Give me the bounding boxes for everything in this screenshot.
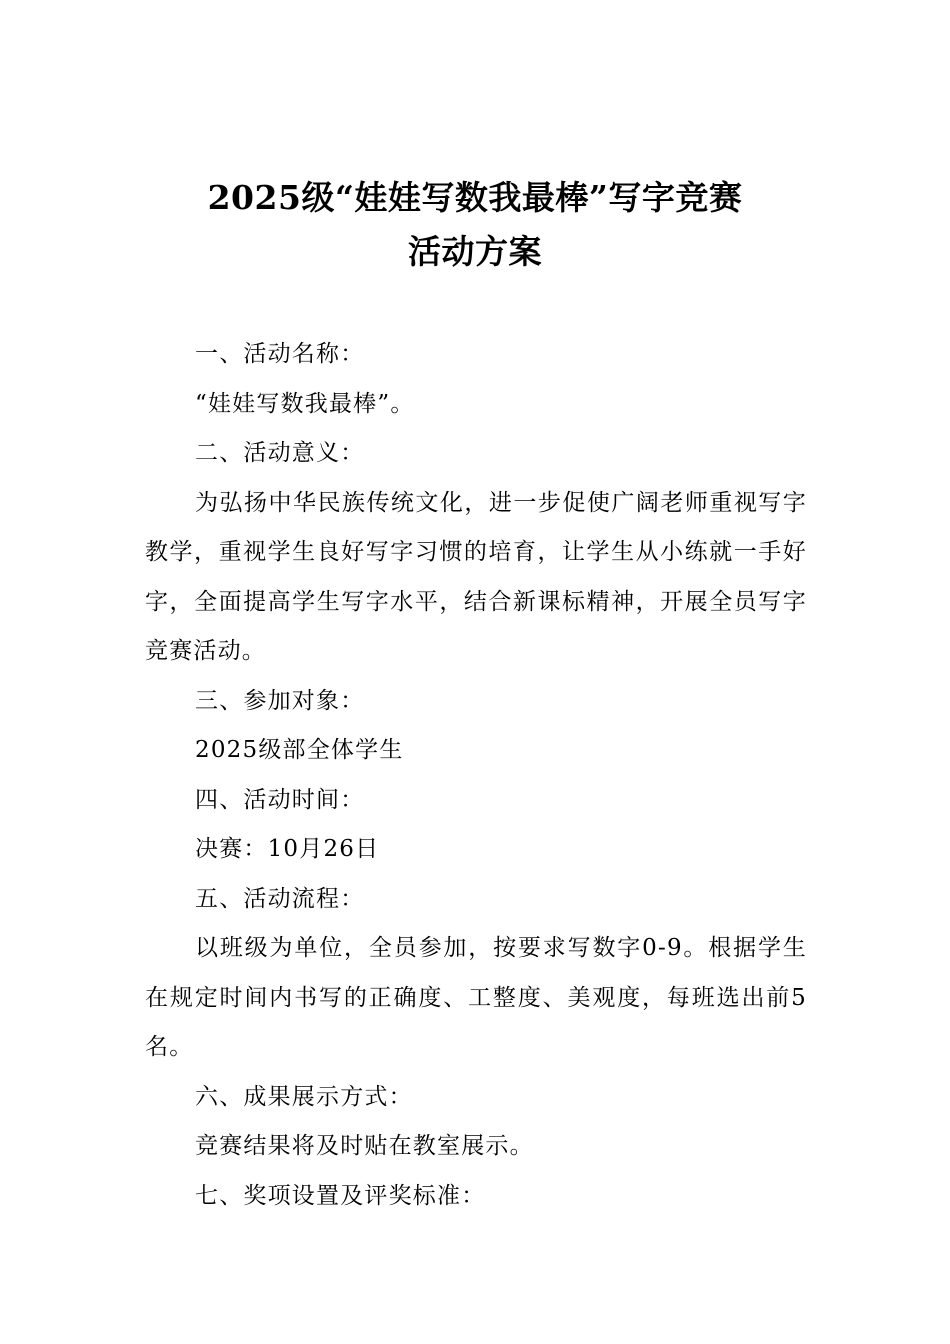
document-body (145, 330, 807, 1221)
activity-name-text: “娃娃写数我最棒”。 (195, 390, 415, 417)
time-text: 决赛：10月26日 (195, 836, 380, 862)
section-heading-participants: 三、参加对象： (195, 687, 365, 714)
section-heading-significance: 二、活动意义： (195, 440, 365, 466)
section-heading-display: 六、成果展示方式： (195, 1083, 413, 1110)
process-paragraph: 以班级为单位，全员参加，按要求写数字0-9。根据学生在规定时间内书写的正确度、工整度、美观度，每班选出前5名。 (145, 935, 807, 1060)
document-title: 2025级“娃娃写数我最棒”写字竞赛 (207, 178, 743, 217)
section-heading-time: 四、活动时间： (195, 786, 365, 813)
section-heading-awards: 七、奖项设置及评奖标准： (195, 1182, 486, 1209)
section-heading-process: 五、活动流程： (195, 885, 365, 912)
significance-paragraph: 为弘扬中华民族传统文化，进一步促使广阔老师重视写字教学，重视学生良好写字习惯的培育，让学生从小练就一手好字，全面提高学生写字水平，结合新课标精神，开展全员写字竞赛活动。 (145, 489, 807, 664)
document-subtitle: 活动方案 (408, 232, 542, 271)
section-heading-name: 一、活动名称： (195, 341, 365, 367)
participants-text: 2025级部全体学生 (195, 737, 404, 763)
display-text: 竞赛结果将及时贴在教室展示。 (195, 1133, 534, 1159)
